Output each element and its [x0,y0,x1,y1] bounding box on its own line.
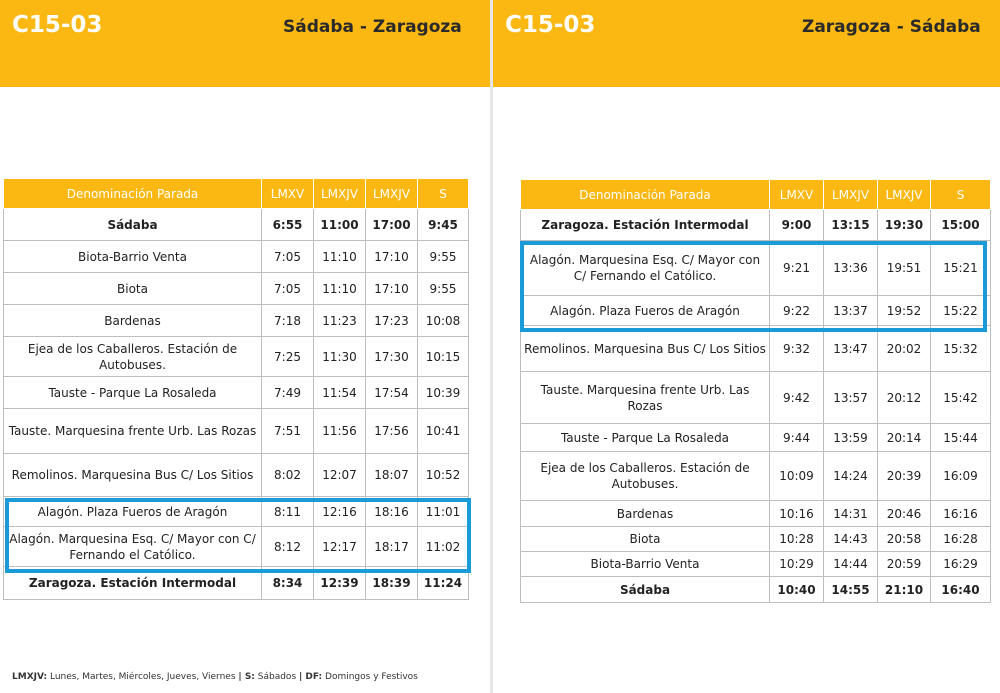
table-row [521,552,991,577]
stop-name: Zaragoza. Estación Intermodal [4,567,262,600]
time-cell: 13:36 [824,241,878,296]
stop-name: Sádaba [521,577,770,603]
time-cell: 18:17 [366,527,418,567]
time-cell: 13:15 [824,210,878,241]
time-cell: 16:29 [931,552,991,577]
legend-text: Domingos y Festivos [322,672,418,682]
table-row [521,527,991,552]
time-cell: 19:30 [878,210,931,241]
time-cell: 15:22 [931,296,991,326]
time-cell: 8:12 [262,527,314,567]
time-cell: 14:44 [824,552,878,577]
time-cell: 21:10 [878,577,931,603]
table-row [4,377,469,409]
time-cell: 15:21 [931,241,991,296]
time-cell: 9:44 [770,424,824,452]
legend-separator: | [299,672,303,682]
time-cell: 8:02 [262,454,314,497]
header-lmxjv: LMXJV [314,179,366,209]
stop-name: Remolinos. Marquesina Bus C/ Los Sitios [4,454,262,497]
header-lmxjv: LMXJV [824,180,878,210]
header-sabados: S [931,180,991,210]
time-cell: 10:08 [418,305,469,337]
stop-name: Alagón. Marquesina Esq. C/ Mayor con C/ Fernando el Católico. [4,527,262,567]
time-cell: 7:25 [262,337,314,377]
time-cell: 19:51 [878,241,931,296]
table-row [4,209,469,241]
time-cell: 14:31 [824,501,878,527]
legend-separator: | [238,672,242,682]
table-row [521,452,991,501]
header-lmxv: LMXV [770,180,824,210]
stop-name: Remolinos. Marquesina Bus C/ Los Sitios [521,326,770,372]
table-row [521,210,991,241]
stop-name: Bardenas [521,501,770,527]
time-cell: 17:54 [366,377,418,409]
header-lmxjv: LMXJV [878,180,931,210]
time-cell: 10:16 [770,501,824,527]
route-code: C15-03 [12,12,103,38]
time-cell: 7:51 [262,409,314,454]
stop-name: Alagón. Marquesina Esq. C/ Mayor con C/ Fernando el Católico. [521,241,770,296]
time-cell: 11:30 [314,337,366,377]
time-cell: 9:55 [418,273,469,305]
time-cell: 18:39 [366,567,418,600]
stop-name: Ejea de los Caballeros. Estación de Autobuses. [521,452,770,501]
time-cell: 10:39 [418,377,469,409]
time-cell: 11:01 [418,497,469,527]
time-cell: 12:17 [314,527,366,567]
highlight-box [520,241,987,332]
time-cell: 20:14 [878,424,931,452]
time-cell: 10:41 [418,409,469,454]
time-cell: 9:22 [770,296,824,326]
time-cell: 9:42 [770,372,824,424]
table-row [4,337,469,377]
stop-name: Tauste - Parque La Rosaleda [521,424,770,452]
time-cell: 17:10 [366,241,418,273]
legend-key: S: [241,672,255,682]
stop-name: Tauste - Parque La Rosaleda [4,377,262,409]
header-stop-name: Denominación Parada [521,180,770,210]
route-code: C15-03 [505,12,596,38]
time-cell: 10:09 [770,452,824,501]
header-lmxv: LMXV [262,179,314,209]
time-cell: 6:55 [262,209,314,241]
time-cell: 7:05 [262,241,314,273]
time-cell: 13:37 [824,296,878,326]
legend-text: Sábados [254,672,299,682]
time-cell: 20:02 [878,326,931,372]
legend-key: LMXJV: [12,672,48,682]
time-cell: 15:42 [931,372,991,424]
time-cell: 11:24 [418,567,469,600]
time-cell: 9:00 [770,210,824,241]
time-cell: 13:47 [824,326,878,372]
time-cell: 20:12 [878,372,931,424]
time-cell: 7:18 [262,305,314,337]
time-cell: 10:52 [418,454,469,497]
time-cell: 7:49 [262,377,314,409]
table-row [4,241,469,273]
time-cell: 16:09 [931,452,991,501]
time-cell: 17:10 [366,273,418,305]
time-cell: 19:52 [878,296,931,326]
time-cell: 15:00 [931,210,991,241]
time-cell: 8:34 [262,567,314,600]
schedule-panel-left [0,0,490,693]
time-cell: 11:23 [314,305,366,337]
stop-name: Biota [521,527,770,552]
time-cell: 10:29 [770,552,824,577]
stop-name: Tauste. Marquesina frente Urb. Las Rozas [4,409,262,454]
time-cell: 16:28 [931,527,991,552]
time-cell: 15:32 [931,326,991,372]
time-cell: 14:55 [824,577,878,603]
time-cell: 10:40 [770,577,824,603]
time-cell: 13:57 [824,372,878,424]
legend-note [12,672,418,682]
time-cell: 12:16 [314,497,366,527]
stop-name: Alagón. Plaza Fueros de Aragón [521,296,770,326]
time-cell: 11:56 [314,409,366,454]
schedule-panel-right [493,0,1000,693]
time-cell: 7:05 [262,273,314,305]
time-cell: 20:58 [878,527,931,552]
time-cell: 8:11 [262,497,314,527]
time-cell: 20:39 [878,452,931,501]
time-cell: 18:16 [366,497,418,527]
time-cell: 9:55 [418,241,469,273]
time-cell: 20:46 [878,501,931,527]
header-lmxjv: LMXJV [366,179,418,209]
time-cell: 16:16 [931,501,991,527]
stop-name: Ejea de los Caballeros. Estación de Autobuses. [4,337,262,377]
stop-name: Zaragoza. Estación Intermodal [521,210,770,241]
time-cell: 14:43 [824,527,878,552]
header-stop-name: Denominación Parada [4,179,262,209]
time-cell: 16:40 [931,577,991,603]
time-cell: 11:10 [314,241,366,273]
table-row [4,409,469,454]
route-title: Sádaba - Zaragoza [283,17,462,37]
header-bar-left [0,0,490,87]
table-row [521,326,991,372]
time-cell: 17:23 [366,305,418,337]
time-cell: 17:56 [366,409,418,454]
table-row [521,501,991,527]
table-row [521,577,991,603]
stop-name: Bardenas [4,305,262,337]
time-cell: 12:07 [314,454,366,497]
stop-name: Sádaba [4,209,262,241]
legend-key: DF: [302,672,323,682]
time-cell: 9:21 [770,241,824,296]
table-row [4,305,469,337]
time-cell: 10:28 [770,527,824,552]
time-cell: 10:15 [418,337,469,377]
time-cell: 12:39 [314,567,366,600]
highlight-box [5,498,471,573]
time-cell: 20:59 [878,552,931,577]
time-cell: 17:30 [366,337,418,377]
route-title: Zaragoza - Sádaba [802,17,981,37]
stop-name: Biota-Barrio Venta [4,241,262,273]
header-bar-right [493,0,1000,87]
time-cell: 18:07 [366,454,418,497]
header-sabados: S [418,179,469,209]
table-row [4,273,469,305]
time-cell: 13:59 [824,424,878,452]
stop-name: Tauste. Marquesina frente Urb. Las Rozas [521,372,770,424]
table-header-row [521,180,991,210]
table-row [521,372,991,424]
time-cell: 11:10 [314,273,366,305]
time-cell: 14:24 [824,452,878,501]
stop-name: Alagón. Plaza Fueros de Aragón [4,497,262,527]
legend-text: Lunes, Martes, Miércoles, Jueves, Viernes [47,672,239,682]
time-cell: 11:00 [314,209,366,241]
time-cell: 11:54 [314,377,366,409]
time-cell: 17:00 [366,209,418,241]
table-row [521,424,991,452]
time-cell: 15:44 [931,424,991,452]
time-cell: 9:32 [770,326,824,372]
stop-name: Biota [4,273,262,305]
time-cell: 9:45 [418,209,469,241]
time-cell: 11:02 [418,527,469,567]
table-header-row [4,179,469,209]
stop-name: Biota-Barrio Venta [521,552,770,577]
table-row [4,454,469,497]
